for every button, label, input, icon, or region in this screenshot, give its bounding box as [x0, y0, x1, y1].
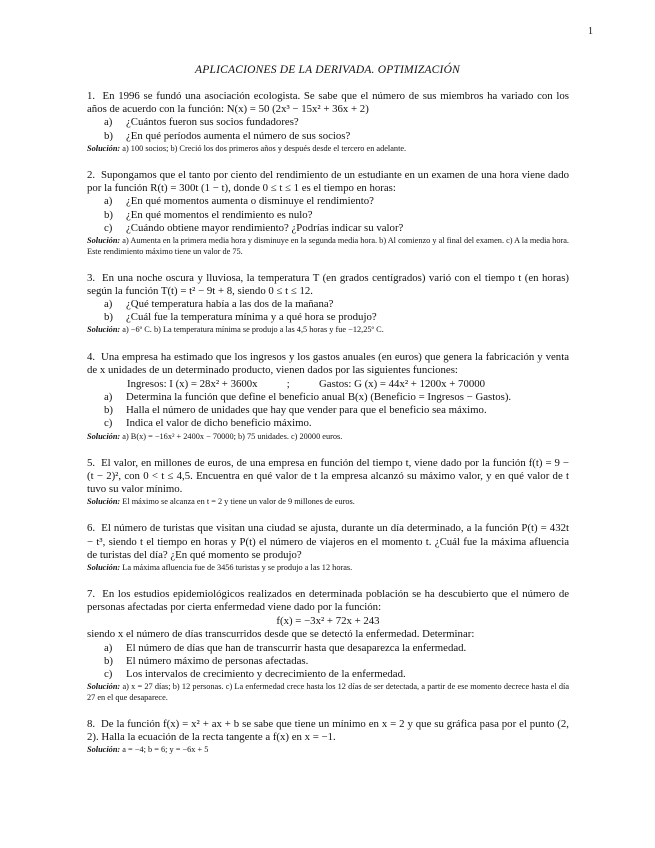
- option-b: b) Halla el número de unidades que hay que vender para que el beneficio sea máximo.: [104, 404, 487, 417]
- page-number: 1: [588, 26, 593, 37]
- option-list: [87, 642, 569, 682]
- option-c: c) Indica el valor de dicho beneficio máximo.: [104, 417, 312, 430]
- problem-number: 6.: [87, 522, 96, 535]
- cost-formula: Gastos: G (x) = 44x² + 1200x + 70000: [318, 377, 486, 390]
- option-b: b) ¿Cuál fue la temperatura mínima y a qué hora se produjo?: [104, 311, 377, 324]
- option-b: b) ¿En qué momentos el rendimiento es nulo?: [104, 208, 313, 221]
- income-cost-formulas: [87, 377, 569, 391]
- solution: Solución: a = −4; b = 6; y = −6x + 5: [87, 745, 209, 755]
- option-b: b) ¿En qué períodos aumenta el número de sus socios?: [104, 129, 351, 142]
- disease-formula: f(x) = −3x² + 72x + 243: [276, 615, 380, 628]
- income-formula: Ingresos: I (x) = 28x² + 3600x: [127, 377, 258, 390]
- problem-statement: Una empresa ha estimado que los ingresos y los gastos anuales (en euros) que genera la fabricación y venta de x unidades de un determinado producto, vienen dados por las siguientes funciones:: [87, 350, 569, 376]
- problem-statement: En 1996 se fundó una asociación ecologista. Se sabe que el número de sus miembros ha variado con los años de acuerdo con la función: N(x) = 50 (2x³ − 15x² + 36x + 2): [87, 90, 569, 116]
- problem-statement: Supongamos que el tanto por ciento del rendimiento de un estudiante en un examen de una hora viene dado por la función R(t) = 300t (1 − t), donde 0 ≤ t ≤ 1 es el tiempo en horas:: [87, 168, 569, 195]
- formula-separator: ;: [286, 377, 290, 390]
- problem-number: 8.: [87, 717, 96, 730]
- problem-statement: En una noche oscura y lluviosa, la temperatura T (en grados centígrados) varió con el tiempo t (en horas) según la función T(t) = t² − 9t + 8, siendo 0 ≤ t ≤ 12.: [87, 271, 570, 297]
- problem-number: 3.: [87, 271, 96, 284]
- problem-number: 2.: [87, 168, 96, 181]
- problem-7: [87, 588, 569, 703]
- solution: Solución: La máxima afluencia fue de 3456 turistas y se produjo a las 12 horas.: [87, 562, 353, 572]
- option-a: a) ¿Qué temperatura había a las dos de la mañana?: [104, 298, 334, 311]
- problem-5: [87, 457, 569, 508]
- problem-3: [87, 272, 569, 336]
- problem-statement-continued: siendo x el número de días transcurridos desde que se detectó la enfermedad. Determinar:: [87, 628, 475, 641]
- problem-4: [87, 351, 569, 443]
- problem-number: 1.: [87, 90, 96, 102]
- option-c: c) ¿Cuándo obtiene mayor rendimiento? ¿Podrías indicar su valor?: [104, 221, 404, 234]
- option-a: a) Determina la función que define el beneficio anual B(x) (Beneficio = Ingresos − Gastos).: [104, 390, 512, 403]
- problem-statement: El número de turistas que visitan una ciudad se ajusta, durante un día determinado, a la función P(t) = 432t − t³, siendo t el tiempo en horas y P(t) el número de viajeros en el momento t. ¿Cuál fue la máxima afluencia de turistas del día? ¿En qué momento se produjo?: [87, 522, 569, 561]
- solution: Solución: a) 100 socios; b) Creció los dos primeros años y después desde el tercero en adelante.: [87, 143, 407, 153]
- option-list: [87, 298, 569, 324]
- problem-statement: De la función f(x) = x² + ax + b se sabe que tiene un mínimo en x = 2 y que su gráfica pasa por el punto (2, 2). Halla la ecuación de la recta tangente a f(x) en x = −1.: [87, 717, 569, 744]
- solution: Solución: El máximo se alcanza en t = 2 y tiene un valor de 9 millones de euros.: [87, 497, 355, 507]
- problem-number: 4.: [87, 350, 96, 363]
- problem-6: [87, 522, 569, 573]
- option-c: c) Los intervalos de crecimiento y decrecimiento de la enfermedad.: [104, 668, 406, 681]
- option-a: a) El número de días que han de transcurrir hasta que desaparezca la enfermedad.: [104, 641, 467, 654]
- solution: Solución: a) Aumenta en la primera media hora y disminuye en la segunda media hora. b) Al comienzo y al final del examen. c) A la media hora. Este rendimiento máximo tiene un valor de 75.: [87, 235, 570, 256]
- option-list: [87, 116, 569, 142]
- problem-statement: En los estudios epidemiológicos realizados en determinada población se ha descubierto que el número de personas afectadas por cierta enfermedad viene dado por la función:: [87, 588, 570, 614]
- solution: Solución: a) x = 27 días; b) 12 personas. c) La enfermedad crece hasta los 12 días de ser detectada, a partir de ese momento decrece hasta el día 27 en el que desaparece.: [87, 682, 570, 702]
- option-b: b) El número máximo de personas afectadas.: [104, 654, 309, 667]
- document-title: APLICACIONES DE LA DERIVADA. OPTIMIZACIÓN: [195, 64, 460, 76]
- solution: Solución: a) B(x) = −16x² + 2400x − 70000; b) 75 unidades. c) 20000 euros.: [87, 431, 343, 441]
- problem-2: [87, 169, 569, 257]
- problem-list: [87, 90, 569, 770]
- problem-8: [87, 718, 569, 756]
- solution: Solución: a) −6º C. b) La temperatura mínima se produjo a las 4,5 horas y fue −12,25º C.: [87, 325, 384, 335]
- option-a: a) ¿Cuántos fueron sus socios fundadores?: [104, 116, 299, 129]
- option-a: a) ¿En qué momentos aumenta o disminuye el rendimiento?: [104, 195, 374, 208]
- problem-1: [87, 90, 569, 154]
- option-list: [87, 195, 569, 235]
- option-list: [87, 391, 569, 431]
- problem-number: 5.: [87, 456, 96, 469]
- problem-statement: El valor, en millones de euros, de una empresa en función del tiempo t, viene dado por la función f(t) = 9 − (t − 2)², con 0 < t ≤ 4,5. Encuentra en qué valor de t la empresa alcanzó su máximo valor, y en qué valor de t tuvo su valor mínimo.: [87, 456, 570, 496]
- problem-number: 7.: [87, 588, 96, 601]
